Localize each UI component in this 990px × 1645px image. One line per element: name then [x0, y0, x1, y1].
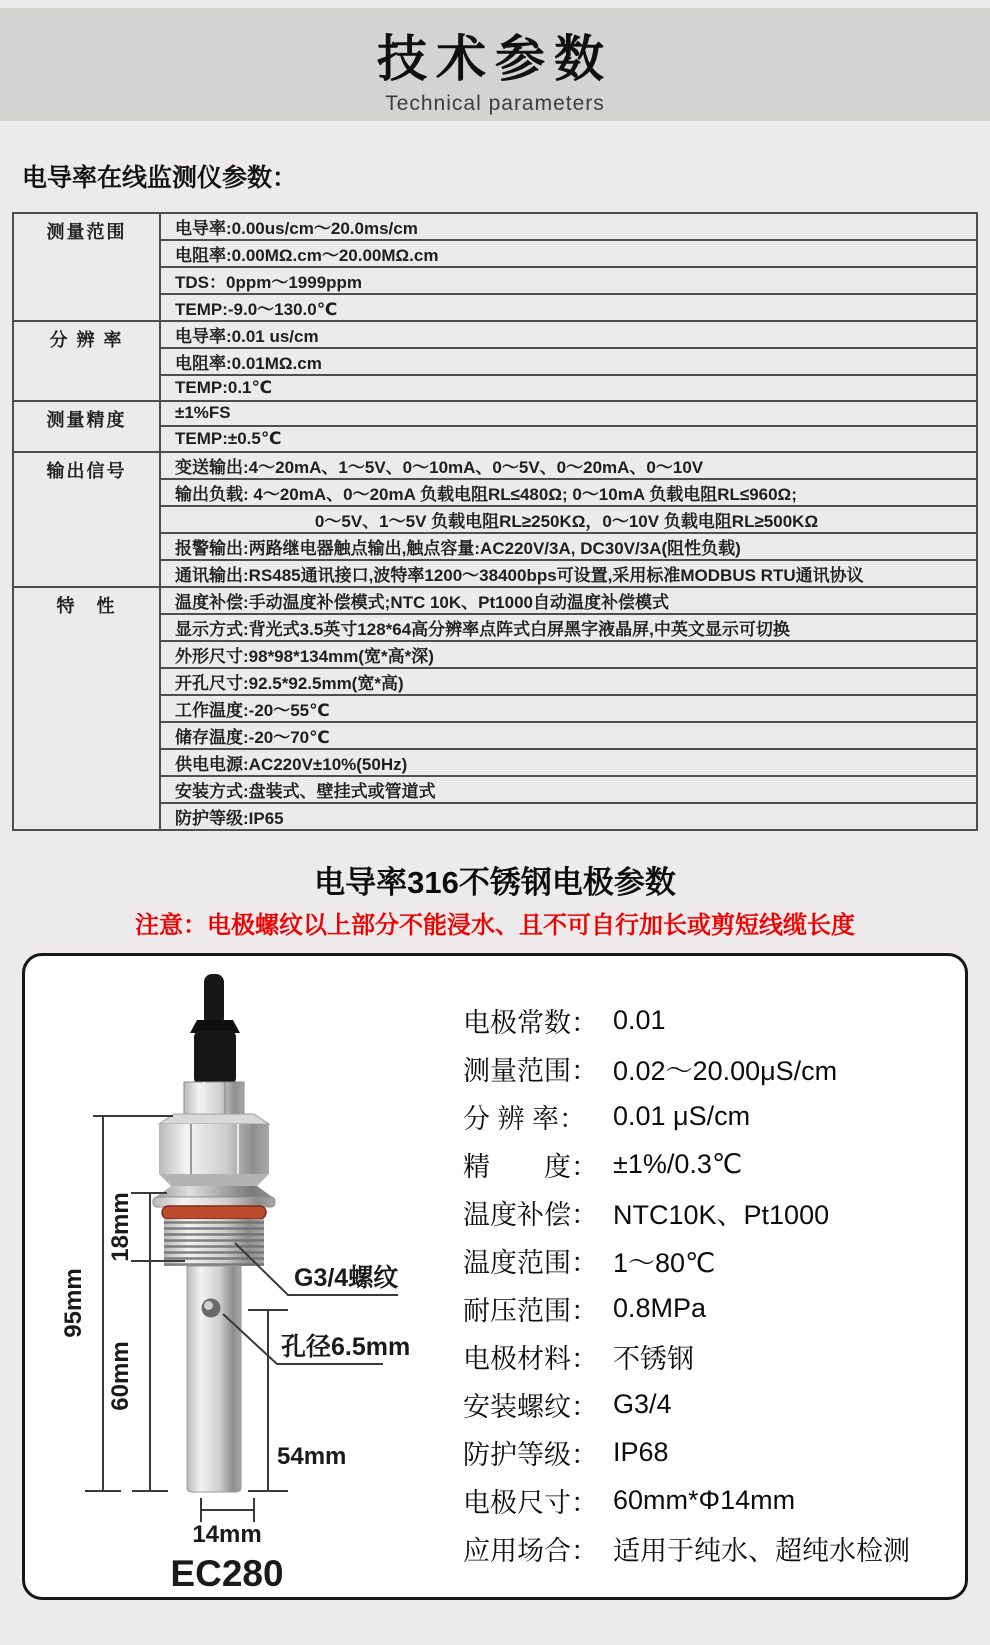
spec-value: IP68 [613, 1436, 669, 1467]
param-cell: 0～5V、1～5V 负载电阻RL≥250KΩ，0～10V 负载电阻RL≥500KΩ [160, 506, 977, 533]
group-label-features: 特 性 [13, 587, 160, 830]
param-cell: 变送输出:4～20mA、1～5V、0～10mA、0～5V、0～20mA、0～10V [160, 452, 977, 479]
dim-lower-label: 60mm [107, 1341, 134, 1411]
spec-row [463, 1284, 961, 1332]
spec-label: 安装螺纹： [463, 1391, 598, 1422]
spec-label: 电极材料： [463, 1343, 598, 1374]
param-cell: 显示方式:背光式3.5英寸128*64高分辨率点阵式白屏黑字液晶屏,中英文显示可切换 [160, 614, 977, 641]
dim-width-label: 14mm [192, 1521, 262, 1548]
spec-label: 应用场合： [463, 1535, 598, 1566]
spec-value: 不锈钢 [613, 1343, 694, 1374]
spec-value: G3/4 [613, 1388, 672, 1419]
group-label-resolution: 分 辨 率 [13, 321, 160, 401]
o-ring [162, 1206, 266, 1219]
spec-value: 0.01 μS/cm [613, 1100, 751, 1131]
param-cell: 报警输出:两路继电器触点输出,触点容量:AC220V/3A, DC30V/3A(阻性负载) [160, 533, 977, 560]
spec-row [463, 1188, 961, 1236]
spec-row [463, 1044, 961, 1092]
group-label-output-signal: 输出信号 [13, 452, 160, 587]
electrode-diagram [27, 956, 447, 1594]
param-cell: ±1%FS [160, 401, 977, 427]
table-row [13, 452, 977, 479]
spec-row [463, 1140, 961, 1188]
spec-row [463, 1332, 961, 1380]
spec-label: 温度补偿： [463, 1199, 598, 1230]
param-cell: 工作温度:-20～55℃ [160, 695, 977, 722]
param-cell: 供电电源:AC220V±10%(50Hz) [160, 749, 977, 776]
table-row [13, 213, 977, 240]
param-cell: 防护等级:IP65 [160, 803, 977, 830]
param-cell: 电阻率:0.01MΩ.cm [160, 348, 977, 375]
thread-section [164, 1219, 264, 1266]
param-cell: 输出负载: 4～20mA、0～20mA 负载电阻RL≤480Ω; 0～10mA 负载电阻RL≤960Ω; [160, 479, 977, 506]
param-cell: 温度补偿:手动温度补偿模式;NTC 10K、Pt1000自动温度补偿模式 [160, 587, 977, 614]
spec-value: ±1%/0.3℃ [613, 1148, 743, 1179]
param-cell: 外形尺寸:98*98*134mm(宽*高*深) [160, 641, 977, 668]
meter-params-heading: 电导率在线监测仪参数： [22, 164, 298, 192]
param-cell: TEMP:±0.5℃ [160, 426, 977, 452]
param-cell: TEMP:0.1℃ [160, 375, 977, 401]
spec-label: 精 度： [463, 1151, 598, 1182]
spec-value: 0.01 [613, 1004, 666, 1035]
meter-params-table [12, 212, 978, 831]
thread-callout-label: G3/4螺纹 [294, 1264, 399, 1292]
dim-upper-label: 18mm [107, 1192, 134, 1262]
page-header [0, 8, 990, 121]
group-label-measure-range: 测量范围 [13, 213, 160, 321]
table-row [13, 587, 977, 614]
spec-value: 60mm*Φ14mm [613, 1484, 796, 1515]
param-cell: 电导率:0.00us/cm～20.0ms/cm [160, 213, 977, 240]
spec-row [463, 1476, 961, 1524]
cable [190, 974, 240, 1084]
param-cell: 通讯输出:RS485通讯接口,波特率1200～38400bps可设置,采用标准MODBUS RTU通讯协议 [160, 560, 977, 587]
param-cell: TDS：0ppm～1999ppm [160, 267, 977, 294]
group-label-accuracy: 测量精度 [13, 401, 160, 452]
spec-label: 电极尺寸： [463, 1487, 598, 1518]
spec-label: 测量范围： [463, 1055, 598, 1086]
spec-label: 防护等级： [463, 1439, 598, 1470]
spec-label: 分 辨 率： [463, 1103, 587, 1134]
page-title: 技术参数 [377, 31, 613, 87]
spec-label: 温度范围： [463, 1247, 598, 1278]
electrode-params-heading: 电导率316不锈钢电极参数 [314, 865, 676, 900]
spec-row [463, 1236, 961, 1284]
dim-probe-label: 54mm [277, 1443, 347, 1470]
spec-value: 1～80℃ [613, 1247, 716, 1278]
table-row [13, 401, 977, 427]
hex-nut [159, 1114, 269, 1186]
dim-overall-label: 95mm [60, 1268, 87, 1338]
spec-value: 适用于纯水、超纯水检测 [613, 1535, 910, 1566]
spec-row [463, 996, 961, 1044]
model-label: EC280 [170, 1553, 284, 1594]
spec-row [463, 1380, 961, 1428]
electrode-spec-list [463, 996, 961, 1572]
spec-label: 耐压范围： [463, 1295, 598, 1326]
electrode-card [22, 953, 968, 1600]
param-cell: 开孔尺寸:92.5*92.5mm(宽*高) [160, 668, 977, 695]
spec-value: 0.02～20.00μS/cm [613, 1055, 838, 1086]
param-cell: 电导率:0.01 us/cm [160, 321, 977, 348]
spec-label: 电极常数： [463, 1007, 598, 1038]
spec-value: NTC10K、Pt1000 [613, 1199, 830, 1230]
param-cell: 电阻率:0.00MΩ.cm～20.00MΩ.cm [160, 240, 977, 267]
param-cell: TEMP:-9.0～130.0℃ [160, 294, 977, 321]
param-cell: 安装方式:盘装式、壁挂式或管道式 [160, 776, 977, 803]
flange [153, 1186, 275, 1207]
warning-note: 注意：电极螺纹以上部分不能浸水、且不可自行加长或剪短线缆长度 [135, 912, 855, 939]
spec-value: 0.8MPa [613, 1292, 707, 1323]
param-cell: 储存温度:-20～70℃ [160, 722, 977, 749]
table-row [13, 321, 977, 348]
hole-callout-label: 孔径6.5mm [281, 1333, 411, 1361]
page-subtitle: Technical parameters [385, 92, 605, 115]
spec-row [463, 1428, 961, 1476]
spec-row [463, 1092, 961, 1140]
probe-body [187, 1266, 241, 1492]
spec-row [463, 1524, 961, 1572]
